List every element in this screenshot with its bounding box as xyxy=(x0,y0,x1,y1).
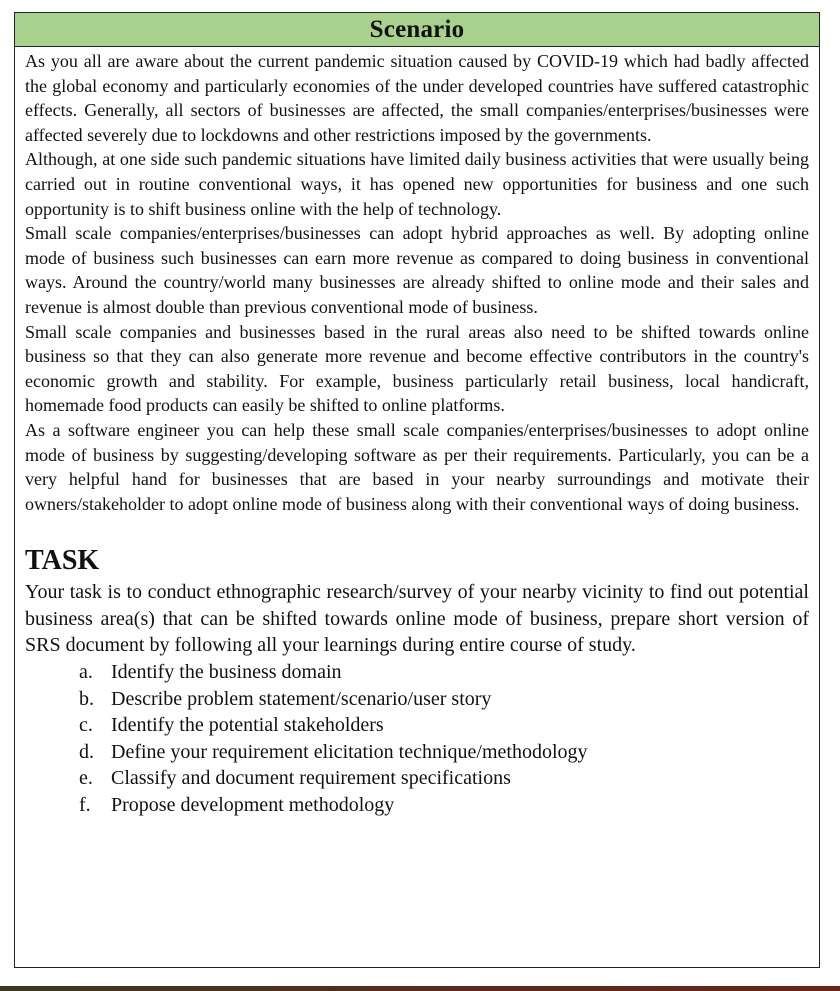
task-item xyxy=(79,686,809,713)
task-section xyxy=(15,545,819,818)
task-item-text: Classify and document requirement specifications xyxy=(111,767,511,790)
task-item xyxy=(79,659,809,686)
task-item xyxy=(79,739,809,766)
task-item-text: Identify the business domain xyxy=(111,661,342,684)
scenario-paragraph: As you all are aware about the current pandemic situation caused by COVID-19 which had badly affected the global economy and particularly economies of the under developed countries have suffered catastrophic effects. Generally, all sectors of businesses are affected, the small companies/enterprises/businesses were affected severely due to lockdowns and other restrictions imposed by the governments. xyxy=(25,51,809,145)
scenario-paragraph: Small scale companies/enterprises/businesses can adopt hybrid approaches as well. By adopting online mode of business such businesses can earn more revenue as compared to doing business in conventional ways. Around the country/world many businesses are already shifted to online mode and their sales and revenue is almost double than previous conventional mode of business. xyxy=(25,223,809,317)
scenario-paragraph: As a software engineer you can help these small scale companies/enterprises/businesses to adopt online mode of business by suggesting/developing software as per their requirements. Particularly, you can be a very helpful hand for businesses that are based in your nearby surroundings and motivate their owners/stakeholder to adopt online mode of business along with their conventional ways of doing business. xyxy=(25,419,809,514)
scenario-paragraph: Small scale companies and businesses based in the rural areas also need to be shifted towards online business so that they can also generate more revenue and become effective contributors in the country's economic growth and stability. For example, business particularly retail business, local handicraft, homemade food products can easily be shifted to online platforms. xyxy=(25,321,809,416)
scenario-title: Scenario xyxy=(369,15,465,43)
task-item-marker: f. xyxy=(79,794,91,817)
task-item xyxy=(79,712,809,739)
task-item xyxy=(79,792,809,819)
task-item-text: Propose development methodology xyxy=(111,794,395,817)
bottom-strip xyxy=(0,986,840,991)
scenario-paragraph: Although, at one side such pandemic situations have limited daily business activities that were usually being carried out in routine conventional ways, it has opened new opportunities for business and one such opportunity is to shift business online with the help of technology. xyxy=(25,149,809,219)
task-intro: Your task is to conduct ethnographic research/survey of your nearby vicinity to find out potential business area(s) that can be shifted towards online mode of business, prepare short version of SRS document by following all your learnings during entire course of study. xyxy=(25,581,809,657)
scenario-header xyxy=(15,13,819,47)
task-heading: TASK xyxy=(25,545,100,577)
task-item-marker: d. xyxy=(79,740,94,763)
task-item-marker: b. xyxy=(79,687,94,710)
document-box xyxy=(14,12,820,968)
scenario-body xyxy=(15,47,819,516)
task-list xyxy=(25,659,809,819)
task-item-marker: c. xyxy=(79,714,93,737)
task-item-marker: a. xyxy=(79,661,93,684)
task-item-text: Identify the potential stakeholders xyxy=(111,714,384,737)
task-item-text: Define your requirement elicitation technique/methodology xyxy=(111,740,588,763)
task-item-text: Describe problem statement/scenario/user story xyxy=(111,687,492,710)
task-item xyxy=(79,765,809,792)
task-item-marker: e. xyxy=(79,767,93,790)
